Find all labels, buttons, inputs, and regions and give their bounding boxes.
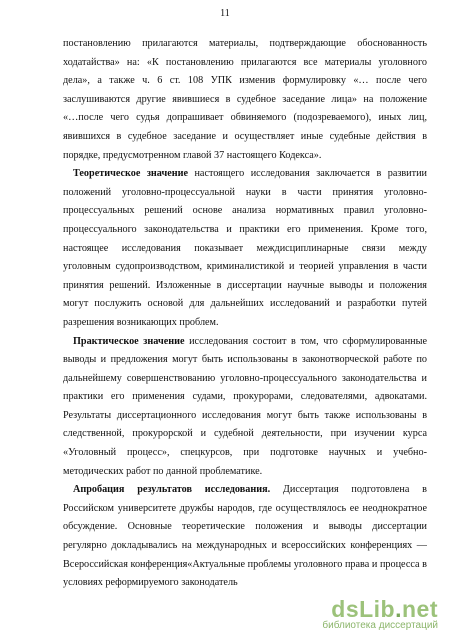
text-segment: условиях реформируемого законодатель: [63, 577, 238, 589]
text-segment: регулярно докладывались на международных и всероссийских конференциях —: [63, 540, 427, 552]
text-line: [63, 370, 427, 389]
text-segment: дела», а также ч. 6 ст. 108 УПК изменив формулировку «… после чего: [63, 75, 427, 87]
text-segment: процессуального законодательства и практики его применения. Кроме того,: [63, 223, 427, 235]
text-line: [63, 407, 427, 426]
text-line: [63, 444, 427, 463]
text-line: [63, 425, 427, 444]
text-line: [63, 35, 427, 54]
text-line: [63, 295, 427, 314]
text-line: [63, 147, 427, 166]
text-line: [63, 333, 427, 352]
text-segment: могут послужить основой для дальнейших исследований и разработки путей: [63, 298, 427, 310]
text-segment: настоящего исследования заключается в развитии: [188, 168, 427, 180]
text-line: [63, 388, 427, 407]
text-line: [63, 574, 427, 593]
page-number: 11: [220, 8, 230, 19]
text-segment: Российском университете дружбы народов, где осуществлялось ее неоднократное: [63, 502, 427, 514]
text-line: [63, 518, 427, 537]
text-line: [63, 258, 427, 277]
bold-heading-text: Апробация результатов исследования.: [73, 484, 271, 496]
text-segment: следственной, прокурорской и судебной деятельности, при изучении курса: [63, 428, 427, 440]
text-line: [63, 556, 427, 575]
text-line: [63, 202, 427, 221]
text-line: [63, 109, 427, 128]
text-line: [63, 314, 427, 333]
text-segment: уголовным судопроизводством, криминалистикой и теорией управления в части: [63, 261, 427, 273]
text-segment: разрешения возникающих проблем.: [63, 316, 219, 328]
text-line: [63, 184, 427, 203]
text-line: [63, 481, 427, 500]
text-line: [63, 91, 427, 110]
dslib-watermark[interactable]: [322, 598, 438, 632]
text-segment: ходатайства» на: «К постановлению прилагаются все материалы уголовного: [63, 56, 427, 68]
text-line: [63, 54, 427, 73]
text-line: [63, 128, 427, 147]
text-segment: выводы и предложения могут быть использованы в законотворческой работе по: [63, 354, 427, 366]
body-text: [63, 35, 427, 593]
text-segment: «…после чего судья допрашивает обвиняемого (подозреваемого), иных лиц,: [63, 112, 427, 124]
text-line: [63, 463, 427, 482]
text-line: [63, 500, 427, 519]
text-segment: заслушиваются другие явившиеся в судебное заседание лица» на положение: [63, 93, 427, 105]
text-line: [63, 72, 427, 91]
text-segment: Результаты диссертационного исследования могут быть также использованы в: [63, 409, 427, 421]
watermark-tagline: библиотека диссертаций: [322, 620, 438, 631]
text-segment: Диссертация подготовлена в: [270, 484, 427, 496]
text-segment: обсуждение. Основные теоретические положения и выводы диссертации: [63, 521, 427, 533]
text-line: [63, 221, 427, 240]
dslib-logo: dsLib.net: [331, 596, 438, 622]
text-segment: порядке, предусмотренном главой 37 настоящего Кодекса».: [63, 149, 322, 161]
text-segment: Всероссийская конференция«Актуальные проблемы уголовного права и процесса в: [63, 558, 427, 570]
text-line: [63, 165, 427, 184]
text-line: [63, 351, 427, 370]
text-segment: методических работ по данной проблематике.: [63, 465, 263, 477]
text-segment: процессуальных решений основе анализа нормативных правил уголовно-: [63, 205, 427, 217]
bold-heading-text: Практическое значение: [73, 335, 185, 347]
text-segment: принятия решений. Изложенные в диссертации научные выводы и положения: [63, 279, 427, 291]
text-segment: настоящее исследования показывает междисциплинарные связи между: [63, 242, 427, 254]
text-segment: дальнейшему совершенствованию уголовно-процессуального законодательства и: [63, 372, 427, 384]
bold-heading-text: Теоретическое значение: [73, 168, 188, 180]
text-segment: исследования состоит в том, что сформулированные: [184, 335, 427, 347]
text-segment: постановлению прилагаются материалы, подтверждающие обоснованность: [63, 38, 427, 49]
text-segment: «Уголовный процесс», спецкурсов, при подготовке научных и учебно-: [63, 447, 427, 459]
text-segment: положений уголовно-процессуальной науки в части принятия уголовно-: [63, 186, 427, 198]
text-segment: явившихся в судебное заседание и осуществляет иные судебные действия в: [63, 130, 427, 142]
text-line: [63, 537, 427, 556]
text-line: [63, 277, 427, 296]
text-segment: практики его применения судами, прокурорами, следователями, адвокатами.: [63, 391, 427, 403]
text-line: [63, 240, 427, 259]
